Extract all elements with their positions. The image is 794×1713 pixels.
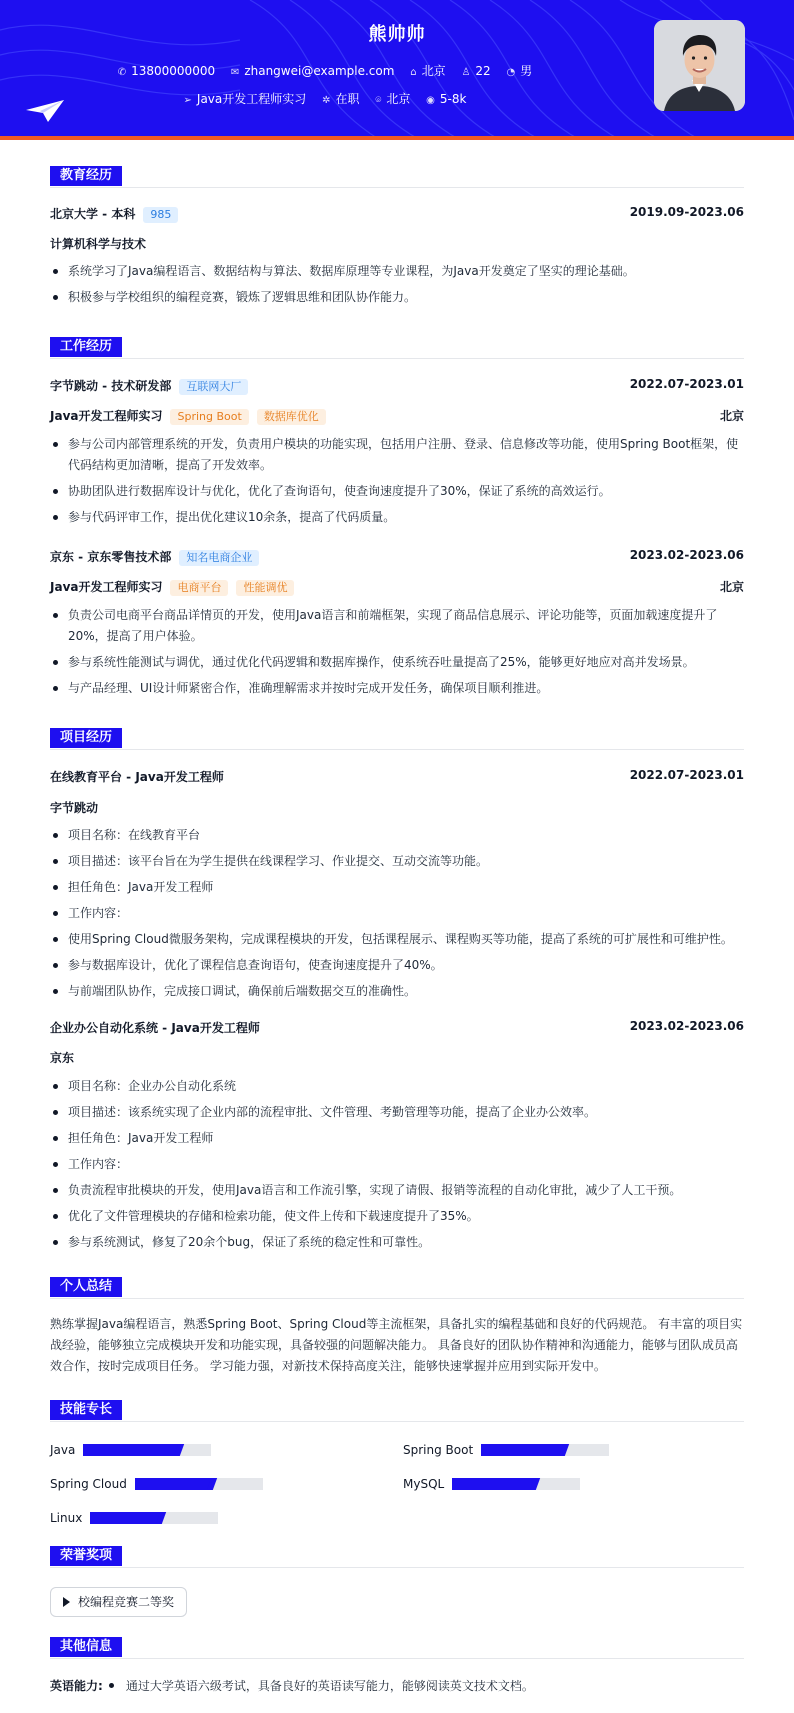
resume-header (0, 0, 794, 140)
education-section-head (50, 166, 744, 188)
role-name (50, 578, 294, 596)
status-value: 在职 (335, 92, 360, 106)
project-org: 京东 (50, 1051, 75, 1065)
section-title: 其他信息 (50, 1637, 122, 1657)
location-icon: ⌾ (375, 95, 382, 106)
school-label: 北京大学 - 本科 (50, 207, 136, 221)
project-title: 在线教育平台 - Java开发工程师 (50, 770, 224, 784)
project-bullets (50, 1076, 744, 1258)
section-title: 教育经历 (50, 166, 122, 186)
skill-bar (452, 1478, 580, 1490)
list-item: 工作内容： (50, 1154, 744, 1175)
contact-row (0, 62, 650, 79)
project-date: 2023.02-2023.06 (629, 1019, 744, 1033)
project-org-row (50, 799, 744, 817)
salary-value: 5-8k (439, 92, 467, 106)
work-bullets (50, 434, 744, 533)
phone-icon: ✆ (117, 67, 127, 78)
school-badge: 985 (143, 207, 178, 223)
work-location: 北京 (719, 580, 744, 594)
section-title: 技能专长 (50, 1400, 122, 1420)
project-org-row (50, 1049, 744, 1067)
target-city-item (375, 90, 410, 107)
skill-bar-fill (135, 1478, 212, 1490)
list-item: 使用Spring Cloud微服务架构，完成课程模块的开发，包括课程展示、课程购买等功能，提高了系统的可扩展性和可维护性。 (50, 929, 744, 950)
other-label: 英语能力: (50, 1679, 103, 1693)
gender-icon: ◔ (506, 67, 516, 78)
skill-bar-fill (481, 1444, 564, 1456)
list-item: 参与系统测试，修复了20余个bug，保证了系统的稳定性和可靠性。 (50, 1232, 744, 1253)
list-item: 优化了文件管理模块的存储和检索功能，使文件上传和下载速度提升了35%。 (50, 1206, 744, 1227)
gender-item (507, 62, 533, 79)
status-item (322, 90, 359, 107)
email-item (231, 64, 395, 78)
paper-plane-icon (26, 100, 64, 122)
phone-value: 13800000000 (131, 64, 216, 78)
education-bullets (50, 261, 744, 313)
list-item: 参与代码评审工作，提出优化建议10余条，提高了代码质量。 (50, 507, 744, 528)
work-section-head (50, 337, 744, 359)
company-label: 京东 - 京东零售技术部 (50, 550, 172, 564)
company-badge: 互联网大厂 (179, 379, 248, 395)
company-badge: 知名电商企业 (179, 550, 259, 566)
salary-icon: ◉ (426, 95, 435, 106)
section-title: 荣誉奖项 (50, 1546, 122, 1566)
list-item: 参与数据库设计，优化了课程信息查询语句，使查询速度提升了40%。 (50, 955, 744, 976)
city-value: 北京 (421, 64, 446, 78)
triangle-right-icon (63, 1597, 70, 1607)
work-bullets (50, 605, 744, 704)
summary-section-head (50, 1277, 744, 1299)
project-title-row (50, 1019, 744, 1037)
work-date: 2023.02-2023.06 (629, 548, 744, 562)
company-name (50, 548, 259, 566)
gear-icon: ✲ (322, 95, 331, 106)
project-title-row (50, 768, 744, 786)
major-row (50, 235, 744, 253)
email-value: zhangwei@example.com (244, 64, 395, 78)
skill-tag: 电商平台 (170, 580, 228, 596)
list-item: 工作内容： (50, 903, 744, 924)
awards-section-head (50, 1546, 744, 1568)
skill-name: Linux (50, 1510, 83, 1525)
skill-item (403, 1476, 580, 1492)
job-title-item (184, 90, 307, 107)
salary-item (426, 92, 466, 106)
skill-item (50, 1510, 218, 1526)
section-title: 工作经历 (50, 337, 122, 357)
summary-text: 熟练掌握Java编程语言，熟悉Spring Boot、Spring Cloud等主流框架，具备扎实的编程基础和良好的代码规范。 有丰富的项目实战经验，能够独立完成模块开发和功能实现，具备较强的问题解决能力。 具备良好的团队协作精神和沟通能力，能够与团队成员高效合作，按时完成项目任务。 学习能力强，对新技术保持高度关注，能够快速掌握并应用到实际开发中。 (50, 1317, 743, 1373)
age-value: 22 (475, 64, 491, 78)
skill-item (50, 1476, 263, 1492)
paper-plane-small-icon: ➢ (183, 95, 192, 106)
role-label: Java开发工程师实习 (50, 580, 163, 594)
list-item: 项目名称：在线教育平台 (50, 825, 744, 846)
list-item: 积极参与学校组织的编程竞赛，锻炼了逻辑思维和团队协作能力。 (50, 287, 744, 308)
age-icon: ♙ (461, 67, 471, 78)
city-item (410, 62, 445, 79)
role-name (50, 407, 326, 425)
skill-name: MySQL (403, 1476, 445, 1491)
header-accent-line (0, 136, 794, 140)
target-city-value: 北京 (386, 92, 411, 106)
list-item: 系统学习了Java编程语言、数据结构与算法、数据库原理等专业课程，为Java开发奠定了坚实的理论基础。 (50, 261, 744, 282)
home-icon: ⌂ (410, 67, 417, 78)
list-item: 负责流程审批模块的开发，使用Java语言和工作流引擎，实现了请假、报销等流程的自动化审批，减少了人工干预。 (50, 1180, 744, 1201)
list-item: 担任角色：Java开发工程师 (50, 1128, 744, 1149)
phone-item (118, 64, 215, 78)
award-label: 校编程竞赛二等奖 (78, 1595, 175, 1609)
work-role-row (50, 407, 744, 425)
age-item (461, 64, 490, 78)
skill-bar (481, 1444, 609, 1456)
skill-item (403, 1442, 609, 1458)
list-item: 参与公司内部管理系统的开发，负责用户模块的功能实现，包括用户注册、登录、信息修改等功能，使用Spring Boot框架，使代码结构更加清晰，提高了开发效率。 (50, 434, 744, 476)
list-item: 项目描述：该平台旨在为学生提供在线课程学习、作业提交、互动交流等功能。 (50, 851, 744, 872)
skill-name: Java (50, 1442, 76, 1457)
section-title: 项目经历 (50, 728, 122, 748)
work-location: 北京 (719, 409, 744, 423)
section-title: 个人总结 (50, 1277, 122, 1297)
skill-bar-fill (452, 1478, 535, 1490)
skills-section-head (50, 1400, 744, 1422)
list-item: 协助团队进行数据库设计与优化，优化了查询语句，使查询速度提升了30%，保证了系统的高效运行。 (50, 481, 744, 502)
list-item: 项目名称：企业办公自动化系统 (50, 1076, 744, 1097)
company-label: 字节跳动 - 技术研发部 (50, 379, 172, 393)
work-date: 2022.07-2023.01 (629, 377, 744, 391)
other-section-head (50, 1637, 744, 1659)
education-header-row (50, 205, 744, 223)
list-item: 担任角色：Java开发工程师 (50, 877, 744, 898)
work-company-row (50, 377, 744, 395)
skill-name: Spring Cloud (50, 1476, 127, 1491)
skill-item (50, 1442, 211, 1458)
skill-bar (83, 1444, 211, 1456)
education-date: 2019.09-2023.06 (629, 205, 744, 219)
bullet-dot (109, 1683, 114, 1688)
skill-bar-fill (90, 1512, 160, 1524)
list-item: 与产品经理、UI设计师紧密合作，准确理解需求并按时完成开发任务，确保项目顺利推进。 (50, 678, 744, 699)
list-item: 负责公司电商平台商品详情页的开发，使用Java语言和前端框架，实现了商品信息展示、评论功能等，页面加载速度提升了20%，提高了用户体验。 (50, 605, 744, 647)
skill-bar-fill (83, 1444, 179, 1456)
skill-name: Spring Boot (403, 1442, 474, 1457)
project-org: 字节跳动 (50, 801, 99, 815)
skill-bar (90, 1512, 218, 1524)
work-company-row (50, 548, 744, 566)
role-label: Java开发工程师实习 (50, 409, 163, 423)
projects-section-head (50, 728, 744, 750)
other-info-row (50, 1677, 534, 1695)
skill-tag: 性能调优 (236, 580, 294, 596)
job-title-value: Java开发工程师实习 (196, 92, 307, 106)
skill-bar (135, 1478, 263, 1490)
project-date: 2022.07-2023.01 (629, 768, 744, 782)
list-item: 与前端团队协作，完成接口调试，确保前后端数据交互的准确性。 (50, 981, 744, 1002)
avatar (654, 20, 745, 111)
job-intent-row (0, 90, 650, 107)
work-role-row (50, 578, 744, 596)
school-name (50, 205, 178, 223)
list-item: 项目描述：该系统实现了企业内部的流程审批、文件管理、考勤管理等功能，提高了企业办公效率。 (50, 1102, 744, 1123)
other-text: 通过大学英语六级考试，具备良好的英语读写能力，能够阅读英文技术文档。 (125, 1679, 534, 1693)
skill-tag: Spring Boot (170, 409, 248, 425)
award-item[interactable] (50, 1587, 187, 1617)
list-item: 参与系统性能测试与调优，通过优化代码逻辑和数据库操作，使系统吞吐量提高了25%，能够更好地应对高并发场景。 (50, 652, 744, 673)
major: 计算机科学与技术 (50, 237, 147, 251)
mail-icon: ✉ (230, 67, 240, 78)
candidate-name: 熊帅帅 (368, 24, 426, 45)
company-name (50, 377, 248, 395)
project-bullets (50, 825, 744, 1007)
gender-value: 男 (520, 64, 533, 78)
skill-tag: 数据库优化 (257, 409, 326, 425)
project-title: 企业办公自动化系统 - Java开发工程师 (50, 1021, 260, 1035)
